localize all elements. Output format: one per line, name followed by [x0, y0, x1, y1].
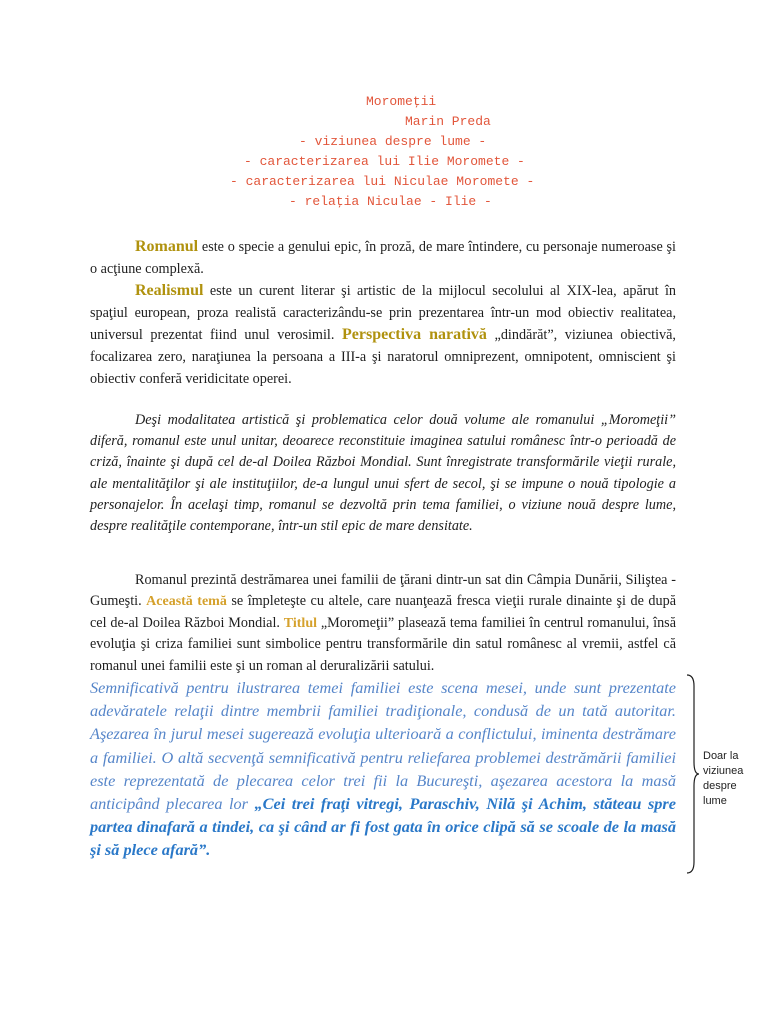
paragraph-5-text: Semnificativă pentru ilustrarea temei familiei este scena mesei, unde sunt prezentate adevăratele relaţii dintre membrii familiei tradiţionale, condusă de un tată autoritar. Aşezarea în jurul mesei sugerează evoluţia ulterioară a conflictului, iminenta destrămare a familiei. O altă secvenţă semnificativă pentru reliefarea problemei destrămării familiei este reprezentată de plecarea celor trei fii la Bucureşti, aşezarea acestora la masă anticipând plecarea lor	[90, 678, 676, 814]
paragraph-1	[90, 236, 676, 280]
title: Moromeţii	[366, 94, 437, 109]
keyword-romanul: Romanul	[135, 238, 199, 255]
paragraph-4-text-1: Romanul prezintă destrămarea unei familii de ţărani dintr-un sat din Câmpia Dunării, Siliştea - Gumeşti.	[90, 572, 676, 610]
paragraph-4-text-2: se împleteşte cu altele, care nuanţează fresca vieţii rurale dinainte şi de după cel de-al Doilea Război Mondial.	[90, 593, 677, 631]
paragraph-3	[90, 410, 676, 537]
paragraph-2	[90, 280, 676, 390]
margin-note: Doar la viziunea despre lume	[703, 750, 744, 807]
paragraph-5-quote: „Cei trei fraţi vitregi, Paraschiv, Nilă şi Achim, stăteau spre partea dinafară a tindei, ca şi când ar fi fost gata în orice clipă să se scoale de la masă şi să plece afară”.	[90, 794, 676, 860]
keyword-titlul: Titlul	[283, 615, 317, 631]
topic-line-3: - caracterizarea lui Niculae Moromete -	[230, 174, 535, 189]
author: Marin Preda	[405, 114, 491, 129]
keyword-aceasta-tema: Această temă	[146, 594, 227, 610]
topic-line-1: - viziunea despre lume -	[299, 134, 487, 149]
curly-brace-icon	[686, 674, 700, 874]
keyword-perspectiva-narativa: Perspectiva narativă	[342, 326, 487, 343]
paragraph-5	[90, 676, 676, 862]
paragraph-2-text-2: „dindărăt”, viziunea obiectivă, focalizarea zero, naraţiunea la persoana a III-a şi naratorul omniprezent, omnipotent, omniscient şi obiectiv conferă veridicitate operei.	[90, 327, 676, 387]
keyword-realismul: Realismul	[135, 282, 204, 299]
paragraph-4-text-3: „Moromeţii” plasează tema familiei în centrul romanului, însă evoluţia şi criza familiei sunt simbolice pentru transformările din satul românesc al vremii, astfel că romanul unei familii este şi un roman al deruralizării satului.	[90, 614, 676, 674]
paragraph-1-text: este o specie a genului epic, în proză, de mare întindere, cu personaje numeroase şi o acţiune complexă.	[90, 239, 676, 277]
paragraph-3-text: Deşi modalitatea artistică şi problematica celor două volume ale romanului „Moromeţii” diferă, romanul este unul unitar, deoarece reconstituie imaginea satului românesc într-o perioadă de criză, înainte şi după cel de-al Doilea Război Mondial. Sunt înregistrate transformările vieţii rurale, ale mentalităţilor şi ale instituţiilor, de-a lungul unui sfert de secol, şi se impune o nouă tipologie a personajelor. În acelaşi timp, romanul se dezvoltă prin tema familiei, o viziune nouă despre lume, despre realităţile contemporane, într-un stil epic de mare densitate.	[90, 412, 676, 535]
topic-line-4: - relaţia Niculae - Ilie -	[289, 194, 492, 209]
paragraph-2-text-1: este un curent literar şi artistic de la mijlocul secolului al XIX-lea, apărut în spaţiul european, proza realistă caracterizându-se prin prezentarea într-un mod obiectiv realitatea, universul prezentat fiind unul verosimil.	[90, 283, 676, 343]
topic-line-2: - caracterizarea lui Ilie Moromete -	[244, 154, 525, 169]
paragraph-4	[90, 570, 676, 677]
